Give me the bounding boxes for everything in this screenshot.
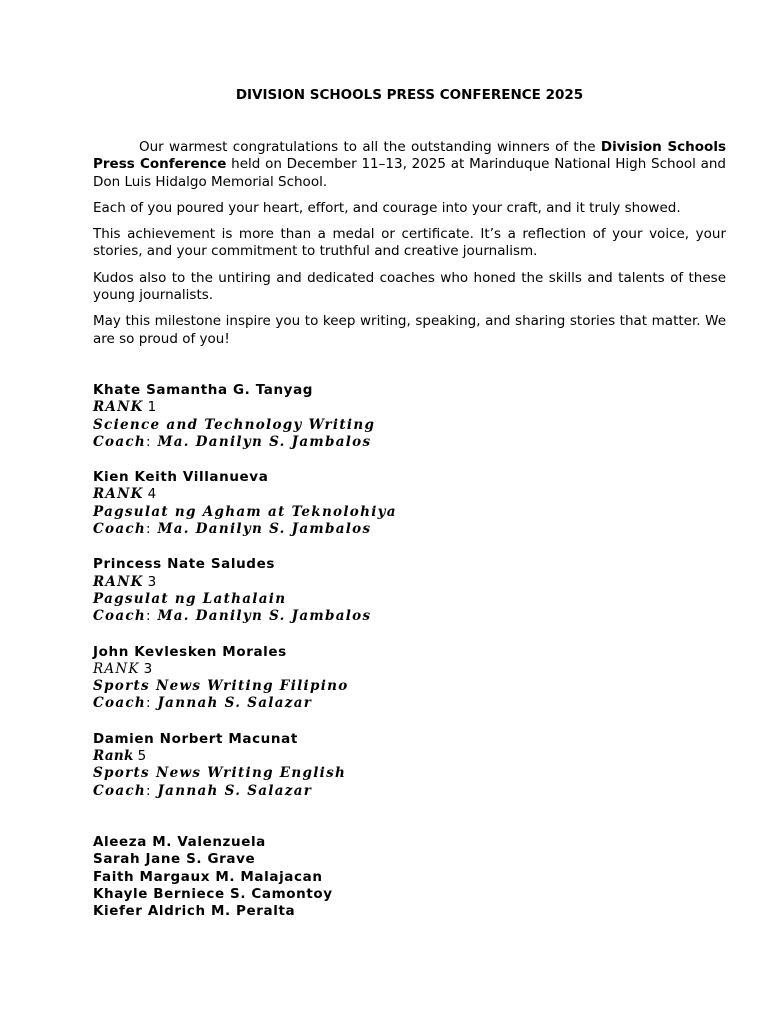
intro-p1-before: Our warmest congratulations to all the outstanding winners of the	[139, 139, 601, 155]
intro-p1-after: held on December 11–13, 2025 at Marinduque National High School and Don Luis Hidalgo Memorial School.	[93, 156, 727, 190]
rank-number: 3	[143, 660, 153, 677]
rank-label: Rank	[93, 748, 134, 765]
member-name: Sarah Jane S. Grave	[93, 851, 256, 868]
winner-coach: Coach: Jannah S. Salazar	[93, 695, 313, 712]
member-name: Khayle Berniece S. Camontoy	[93, 885, 333, 902]
intro-paragraph-1	[93, 139, 726, 191]
rank-label: RANK	[93, 660, 140, 677]
member-name: Faith Margaux M. Malajacan	[93, 868, 323, 885]
rank-number: 5	[137, 748, 147, 765]
rank-number: 1	[147, 399, 157, 416]
intro-section	[93, 139, 726, 357]
winners-list	[93, 382, 726, 818]
winner-name: John Kevlesken Morales	[93, 643, 287, 660]
coach-label: Coach	[93, 521, 147, 538]
winner-name: Kien Keith Villanueva	[93, 469, 269, 486]
rank-label: RANK	[93, 486, 144, 503]
coach-label: Coach	[93, 695, 147, 712]
winner-category: Science and Technology Writing	[93, 416, 376, 433]
rank-number: 3	[147, 573, 157, 590]
coach-label: Coach	[93, 608, 147, 625]
member-name: Kiefer Aldrich M. Peralta	[93, 903, 296, 920]
winner-category: Sports News Writing English	[93, 765, 347, 782]
winner-entry	[93, 469, 726, 538]
intro-paragraph-3: This achievement is more than a medal or certificate. It’s a reflection of your voice, your stories, and your commitment to truthful and creative journalism.	[93, 226, 726, 260]
winner-name: Khate Samantha G. Tanyag	[93, 382, 314, 398]
winner-coach: Coach: Ma. Danilyn S. Jambalos	[93, 521, 372, 538]
winner-rank	[93, 486, 726, 503]
winner-category: Sports News Writing Filipino	[93, 678, 349, 695]
winner-rank	[93, 399, 726, 416]
rank-label: RANK	[93, 573, 144, 590]
coach-label: Coach	[93, 782, 147, 799]
coach-name: Ma. Danilyn S. Jambalos	[157, 521, 372, 538]
coach-name: Jannah S. Salazar	[157, 782, 313, 799]
members-list	[93, 834, 726, 920]
coach-label: Coach	[93, 433, 147, 450]
winner-entry	[93, 382, 726, 451]
winner-coach: Coach: Ma. Danilyn S. Jambalos	[93, 608, 372, 625]
winner-entry	[93, 556, 726, 625]
intro-p1-bold: Division Schools Press Conference	[93, 139, 726, 173]
winner-rank	[93, 748, 726, 765]
winner-category: Pagsulat ng Agham at Teknolohiya	[93, 503, 397, 520]
winner-entry	[93, 644, 726, 713]
winner-rank	[93, 574, 726, 591]
intro-paragraph-2: Each of you poured your heart, effort, and courage into your craft, and it truly showed.	[93, 199, 681, 216]
winner-rank	[93, 661, 726, 678]
intro-paragraph-5: May this milestone inspire you to keep writing, speaking, and sharing stories that matter. We are so proud of you!	[93, 313, 726, 347]
member-name: Aleeza M. Valenzuela	[93, 834, 266, 850]
rank-number: 4	[147, 486, 157, 503]
rank-label: RANK	[93, 399, 144, 416]
intro-paragraph-4: Kudos also to the untiring and dedicated coaches who honed the skills and talents of these young journalists.	[93, 269, 726, 304]
winner-entry	[93, 731, 726, 800]
coach-name: Ma. Danilyn S. Jambalos	[157, 608, 372, 625]
document-title: DIVISION SCHOOLS PRESS CONFERENCE 2025	[235, 87, 584, 103]
winner-name: Princess Nate Saludes	[93, 556, 275, 573]
winner-name: Damien Norbert Macunat	[93, 730, 298, 747]
coach-name: Ma. Danilyn S. Jambalos	[157, 433, 372, 450]
winner-coach: Coach: Ma. Danilyn S. Jambalos	[93, 433, 372, 450]
coach-name: Jannah S. Salazar	[157, 695, 313, 712]
winner-coach: Coach: Jannah S. Salazar	[93, 782, 313, 799]
winner-category: Pagsulat ng Lathalain	[93, 590, 287, 607]
